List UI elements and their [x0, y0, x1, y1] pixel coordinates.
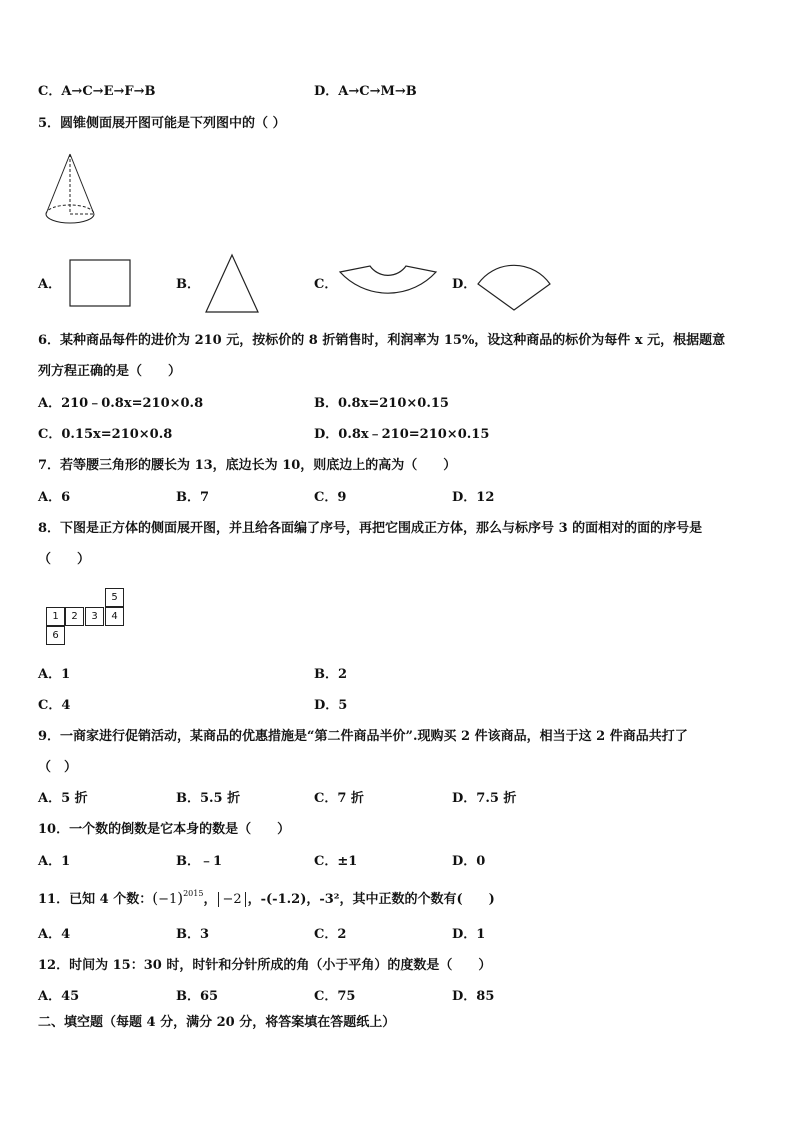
q6-option-b: B．0.8x=210×0.15 — [314, 396, 449, 411]
q10-option-b: B．﹣1 — [176, 854, 223, 869]
q12-option-c: C．75 — [314, 989, 356, 1004]
q11-stem: 11．已知 4 个数：$(-1)^{2015}$， −2 ，-(-1.2)，-3²，其中正数的个数有( ) — [38, 889, 495, 907]
q6-stem-line2: 列方程正确的是（ ） — [38, 364, 182, 379]
cube-net-cell: 3 — [85, 607, 104, 626]
q8-option-d: D．5 — [314, 698, 348, 713]
q11-absolute-value: −2 — [218, 892, 245, 907]
q6-option-a: A．210﹣0.8x=210×0.8 — [38, 396, 204, 411]
q9-option-c: C．7 折 — [314, 791, 364, 806]
cube-net-cell: 5 — [105, 588, 124, 607]
q4-option-c: C．A→C→E→F→B — [38, 84, 156, 99]
q10-stem: 10．一个数的倒数是它本身的数是（ ） — [38, 822, 291, 837]
q10-option-c: C．±1 — [314, 854, 358, 869]
q12-option-b: B．65 — [176, 989, 219, 1004]
q4-option-d: D．A→C→M→B — [314, 84, 417, 99]
section2-title: 二、填空题（每题 4 分，满分 20 分，将答案填在答题纸上） — [38, 1015, 396, 1030]
q11-prefix: 11．已知 4 个数： — [38, 892, 153, 907]
q11-option-a: A．4 — [38, 927, 71, 942]
q9-stem-line1: 9．一商家进行促销活动，某商品的优惠措施是“第二件商品半价”.现购买 2 件该商品，相当于这 2 件商品共打了 — [38, 729, 688, 744]
q12-option-a: A．45 — [38, 989, 80, 1004]
q7-stem: 7．若等腰三角形的腰长为 13，底边长为 10，则底边上的高为（ ） — [38, 458, 457, 473]
q12-option-d: D．85 — [452, 989, 495, 1004]
q5-option-a-label: A． — [38, 277, 62, 292]
q8-option-b: B．2 — [314, 667, 348, 682]
q8-stem-line2: （ ） — [38, 552, 91, 567]
q11-sep: ， — [203, 892, 217, 907]
q6-option-d: D．0.8x﹣210=210×0.15 — [314, 427, 490, 442]
q12-stem: 12．时间为 15：30 时，时针和分针所成的角（小于平角）的度数是（ ） — [38, 958, 492, 973]
q7-option-b: B．7 — [176, 490, 210, 505]
q11-option-c: C．2 — [314, 927, 347, 942]
q10-option-d: D．0 — [452, 854, 486, 869]
q11-exponent: 2015 — [183, 889, 204, 898]
q5-stem: 5．圆锥侧面展开图可能是下列图中的（ ） — [38, 116, 286, 131]
q9-stem-line2: （ ） — [38, 760, 78, 775]
annular-sector-figure — [336, 262, 442, 312]
q8-option-a: A．1 — [38, 667, 71, 682]
q6-stem-line1: 6．某种商品每件的进价为 210 元，按标价的 8 折销售时，利润率为 15%，设这种商品的标价为每件 x 元，根据题意 — [38, 333, 726, 348]
q6-option-c: C．0.15x=210×0.8 — [38, 427, 173, 442]
q8-option-c: C．4 — [38, 698, 71, 713]
cube-net-cell: 1 — [46, 607, 65, 626]
q8-stem-line1: 8．下图是正方体的侧面展开图，并且给各面编了序号，再把它围成正方体，那么与标序号 3 的面相对的面的序号是 — [38, 521, 703, 536]
q9-option-b: B．5.5 折 — [176, 791, 241, 806]
q7-option-c: C．9 — [314, 490, 347, 505]
q5-option-d-label: D． — [452, 277, 477, 292]
q11-option-d: D．1 — [452, 927, 486, 942]
triangle-figure — [202, 252, 262, 316]
cube-net-cell: 6 — [46, 626, 65, 645]
q7-option-d: D．12 — [452, 490, 495, 505]
sector-figure — [474, 256, 556, 318]
cube-net-cell: 4 — [105, 607, 124, 626]
q11-option-b: B．3 — [176, 927, 210, 942]
q11-rest: ，-(-1.2)，-3²，其中正数的个数有( ) — [247, 892, 495, 907]
rectangle-figure — [68, 258, 134, 310]
cube-net-cell: 2 — [65, 607, 84, 626]
q9-option-a: A．5 折 — [38, 791, 88, 806]
q7-option-a: A．6 — [38, 490, 71, 505]
q9-option-d: D．7.5 折 — [452, 791, 517, 806]
cone-figure — [40, 150, 100, 232]
q5-option-b-label: B． — [176, 277, 200, 292]
q5-option-c-label: C． — [314, 277, 338, 292]
q11-base: −1 — [158, 892, 178, 907]
q10-option-a: A．1 — [38, 854, 71, 869]
